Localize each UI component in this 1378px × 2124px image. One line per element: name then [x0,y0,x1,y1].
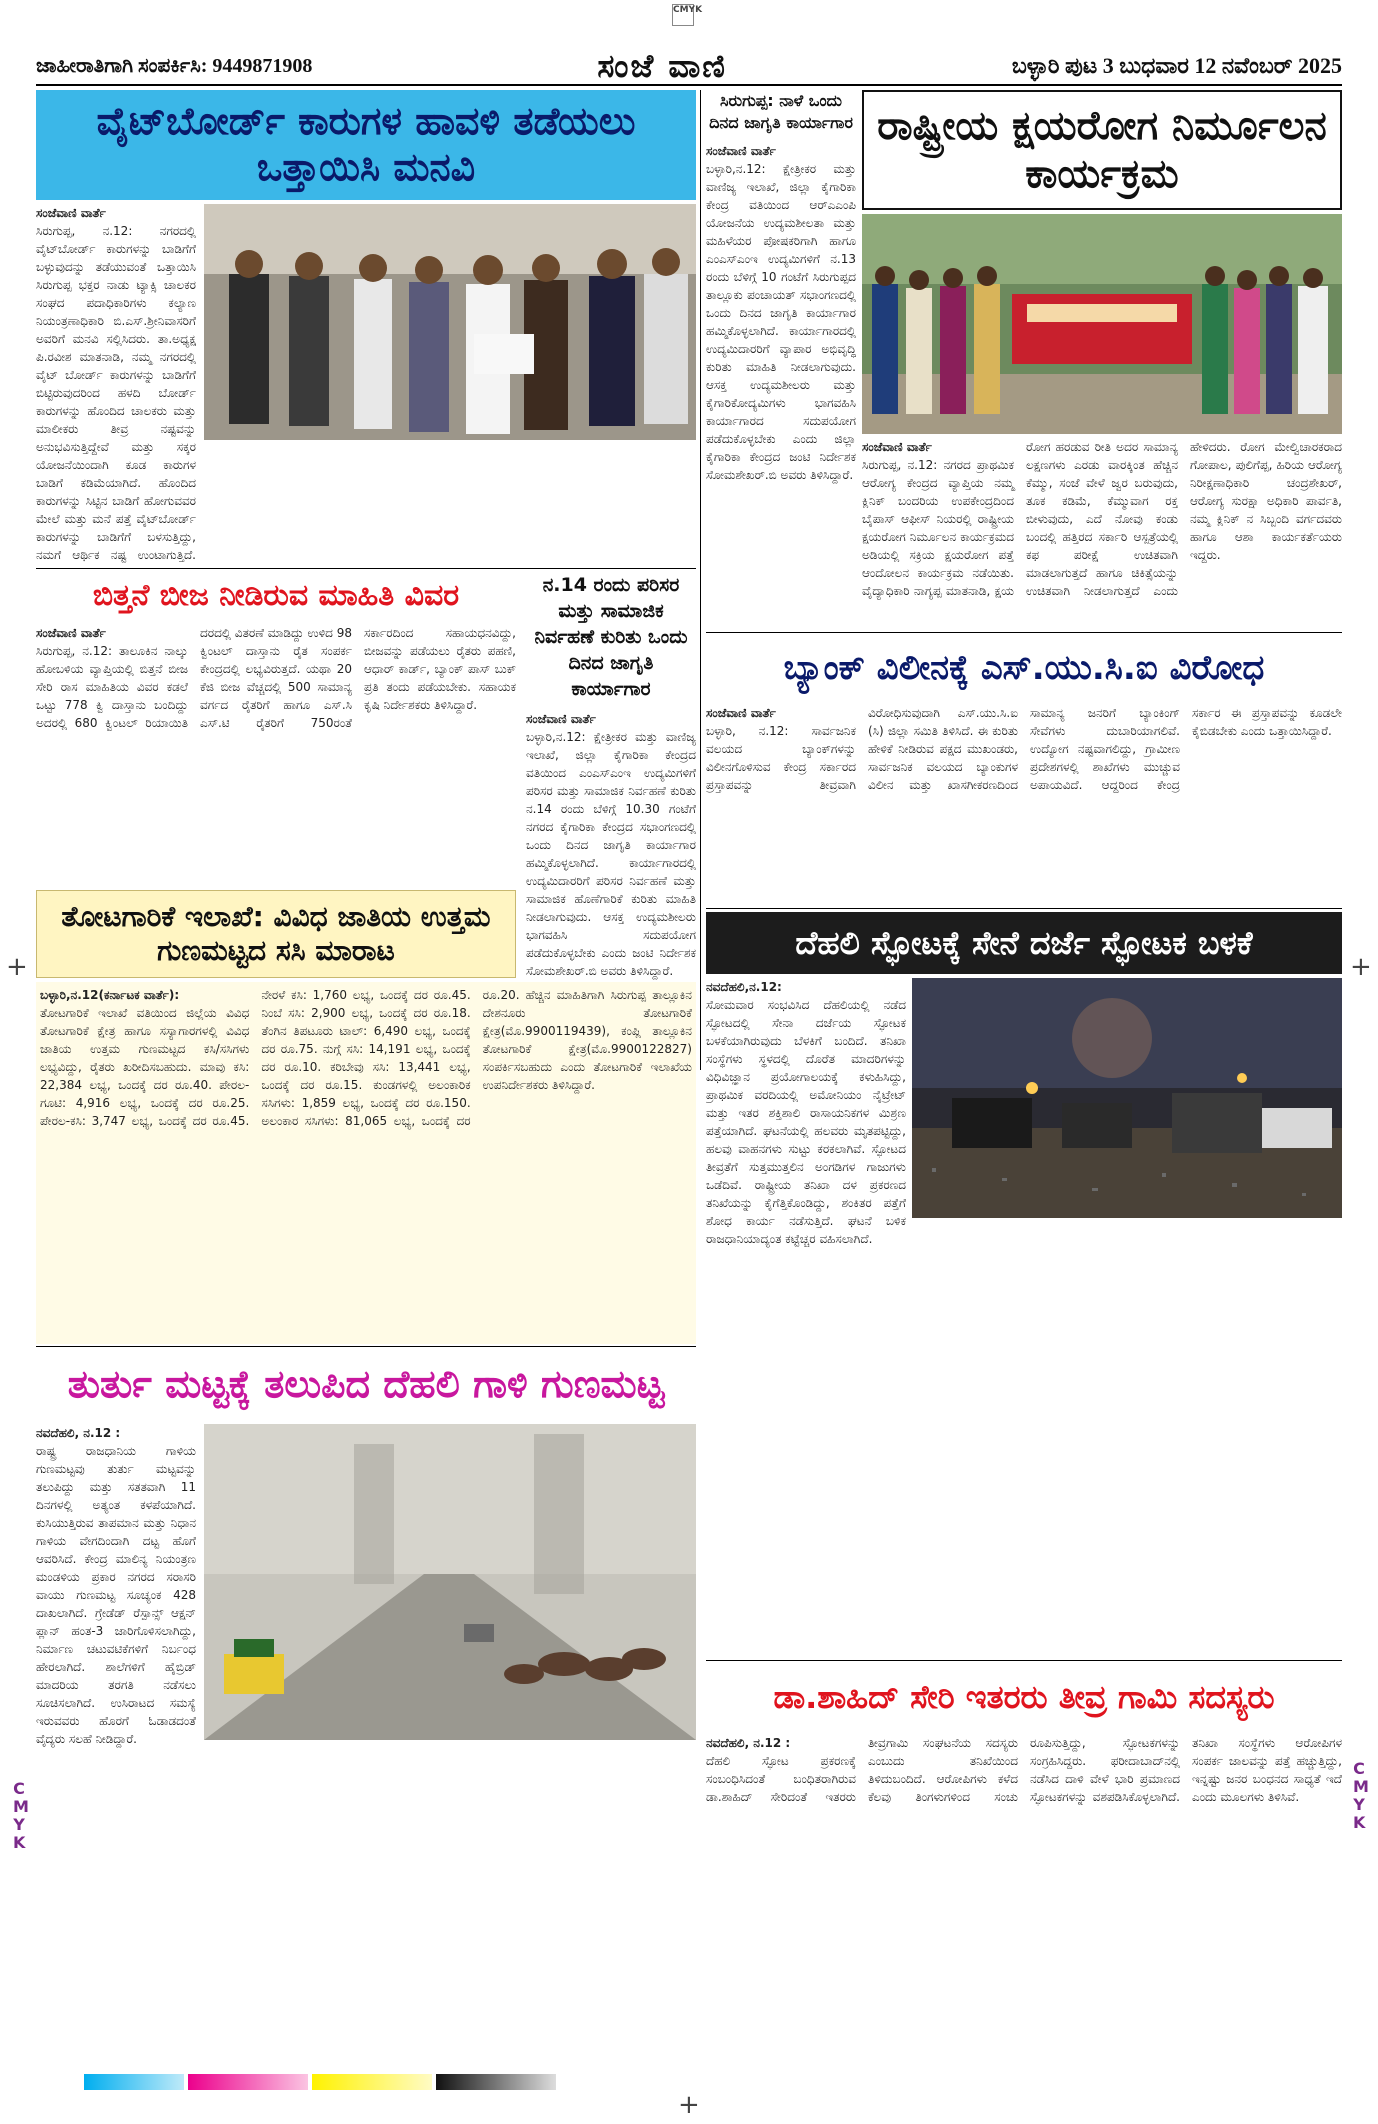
section-divider [706,1660,1342,1661]
blast-byline: ನವದೆಹಲಿ,ನ.12: [706,980,782,994]
air-body-right [204,1744,696,2064]
whiteboard-byline: ಸಂಜೆವಾಣಿ ವಾರ್ತೆ [36,206,106,220]
workshop-text: ಬಳ್ಳಾರಿ,ನ.12: ಕ್ಷೇತ್ರೀಕರ ಮತ್ತು ವಾಣಿಜ್ಯ ಇಲಾಖೆ, ಜಿಲ್ಲಾ ಕೈಗಾರಿಕಾ ಕೇಂದ್ರದ ವತಿಯಿಂದ ಎಂಎಸ್‌ಎಂಇ ಉದ್ಯಮಿಗಳಿಗೆ ಪರಿಸರ ಮತ್ತು ಸಾಮಾಜಿಕ ನಿರ್ವಹಣೆ ಕುರಿತು ನ.14 ರಂದು ಬೆಳಿಗ್ಗೆ 10.30 ಗಂಟೆಗೆ ನಗರದ ಕೈಗಾರಿಕಾ ಕೇಂದ್ರದ ಸಭಾಂಗಣದಲ್ಲಿ ಒಂದು ದಿನದ ಜಾಗೃತಿ ಕಾರ್ಯಾಗಾರ ಹಮ್ಮಿಕೊಳ್ಳಲಾಗಿದೆ. ಕಾರ್ಯಾಗಾರದಲ್ಲಿ ಉದ್ಯಮಿದಾರರಿಗೆ ಪರಿಸರ ನಿರ್ವಹಣೆ ಮತ್ತು ಸಾಮಾಜಿಕ ಹೊಣೆಗಾರಿಕೆ ಕುರಿತು ಮಾಹಿತಿ ನೀಡಲಾಗುವುದು. ಆಸಕ್ತ ಉದ್ಯಮಶೀಲರು ಭಾಗವಹಿಸಿ ಸದುಪಯೋಗ ಪಡೆದುಕೊಳ್ಳಬೇಕು ಎಂದು ಜಂಟಿ ನಿರ್ದೇಶಕ ಸೋಮಶೇಖರ್.ಬಿ ಅವರು ತಿಳಿಸಿದ್ದಾರೆ. [526,730,696,978]
awareness-camp-text: ಬಳ್ಳಾರಿ,ನ.12: ಕ್ಷೇತ್ರೀಕರ ಮತ್ತು ವಾಣಿಜ್ಯ ಇಲಾಖೆ, ಜಿಲ್ಲಾ ಕೈಗಾರಿಕಾ ಕೇಂದ್ರ ವತಿಯಿಂದ ಆರ್‌ಎಎಂಪಿ ಯೋಜನೆಯ ಉದ್ಯಮಶೀಲತಾ ಮತ್ತು ಮಹಿಳೆಯರ ಪೋಷಕರಿಗಾಗಿ ಹಾಗೂ ಎಂಎಸ್‌ಎಂಇ ಉದ್ಯಮಿಗಳಿಗೆ ನ.13 ರಂದು ಬೆಳಿಗ್ಗೆ 10 ಗಂಟೆಗೆ ಸಿರುಗುಪ್ಪದ ತಾಲ್ಲೂಕು ಪಂಚಾಯತ್ ಸಭಾಂಗಣದಲ್ಲಿ ಒಂದು ದಿನದ ಜಾಗೃತಿ ಕಾರ್ಯಾಗಾರ ಹಮ್ಮಿಕೊಳ್ಳಲಾಗಿದೆ. ಕಾರ್ಯಾಗಾರದಲ್ಲಿ ಉದ್ಯಮಿದಾರರಿಗೆ ವ್ಯಾಪಾರ ಅಭಿವೃದ್ಧಿ ಕುರಿತು ಮಾಹಿತಿ ನೀಡಲಾಗುವುದು. ಆಸಕ್ತ ಉದ್ಯಮಶೀಲರು ಮತ್ತು ಕೈಗಾರಿಕೋದ್ಯಮಿಗಳು ಭಾಗವಹಿಸಿ ಕಾರ್ಯಾಗಾರದ ಸದುಪಯೋಗ ಪಡೆದುಕೊಳ್ಳಬೇಕು ಎಂದು ಜಿಲ್ಲಾ ಕೈಗಾರಿಕಾ ಕೇಂದ್ರದ ಜಂಟಿ ನಿರ್ದೇಶಕ ಸೋಮಶೇಖರ್.ಬಿ ಅವರು ತಿಳಿಸಿದ್ದಾರೆ. [706,162,856,482]
blast-photo-image [912,978,1342,1218]
awareness-camp-headline: ಸಿರುಗುಪ್ಪ: ನಾಳೆ ಒಂದು ದಿನದ ಜಾಗೃತಿ ಕಾರ್ಯಾಗಾರ [709,91,853,132]
whiteboard-text: ಸಿರುಗುಪ್ಪ, ನ.12: ನಗರದಲ್ಲಿ ವೈಟ್‌ಬೋರ್ಡ್ ಕಾರುಗಳನ್ನು ಬಾಡಿಗೆಗೆ ಬಳ್ಳುವುದನ್ನು ತಡೆಯುವಂತೆ ಒತ್ತಾಯಿಸಿ ಸಿರುಗುಪ್ಪ ಭಕ್ತರ ನಾಡು ಟ್ಯಾಕ್ಸಿ ಚಾಲಕರ ಸಂಘದ ಪದಾಧಿಕಾರಿಗಳು ಕಲ್ಯಾಣ ನಿಯಂತ್ರಣಾಧಿಕಾರಿ ಬಿ.ಎಸ್.ಶ್ರೀನಿವಾಸರಿಗೆ ಅವರಿಗೆ ಮನವಿ ಸಲ್ಲಿಸಿದರು. ತಾ.ಅಧ್ಯಕ್ಷ ಪಿ.ರವೀಶ ಮಾತನಾಡಿ, ನಮ್ಮ ನಗರದಲ್ಲಿ ವೈಟ್ ಬೋರ್ಡ್ ಕಾರುಗಳನ್ನು ಬಾಡಿಗೆಗೆ ಬಿಟ್ಟಿರುವುದರಿಂದ ಹಳದಿ ಬೋರ್ಡ್ ಕಾರುಗಳನ್ನು ಹೊಂದಿದ ಚಾಲಕರು ಮತ್ತು ಮಾಲೀಕರು ತೀವ್ರ ನಷ್ಟವನ್ನು ಅನುಭವಿಸುತ್ತಿದ್ದೇವೆ ಮತ್ತು ಸಕ್ಕರ ಯೋಜನೆಯಿಂದಾಗಿ ಕೂಡ ಕಾರುಗಳ ಬಾಡಿಗೆ ಕಡಿಮೆಯಾಗಿದೆ. ಹೊಂದಿದ ಕಾರುಗಳನ್ನು ಸಿಟ್ಟಿನ ಬಾಡಿಗೆ ಹೋಗುವವರ ಮೇಲೆ ಮತ್ತು ಮನೆ ಪತ್ತೆ ವೈಟ್‌ಬೋರ್ಡ್ ಕಾರುಗಳನ್ನು ಬಾಡಿಗೆಗೆ ಬಳಸುತ್ತಿದ್ದು, ನಮಗೆ ಆರ್ಥಿಕ ನಷ್ಟ ಉಂಟಾಗುತ್ತಿದೆ. [36,224,196,562]
date-line: ಬಳ್ಳಾರಿ ಪುಟ 3 ಬುಧವಾರ 12 ನವೆಂಬರ್ 2025 [1011,53,1342,78]
horticulture-text: ತೋಟಗಾರಿಕೆ ಇಲಾಖೆ ವತಿಯಿಂದ ಜಿಲ್ಲೆಯ ವಿವಿಧ ತೋಟಗಾರಿಕೆ ಕ್ಷೇತ್ರ ಹಾಗೂ ಸಸ್ಯಾಗಾರಗಳಲ್ಲಿ ವಿವಿಧ ಜಾತಿಯ ಉತ್ತಮ ಗುಣಮಟ್ಟದ ಕಸಿ/ಸಸಿಗಳು ಲಭ್ಯವಿದ್ದು, ರೈತರು ಖರೀದಿಸಬಹುದು. ಮಾವು ಕಸಿ: 22,384 ಲಭ್ಯ, ಒಂದಕ್ಕೆ ದರ ರೂ.40. ಪೇರಲ-ಗೂಟಿ: 4,916 ಲಭ್ಯ, ಒಂದಕ್ಕೆ ದರ ರೂ.25. ಪೇರಲ-ಕಸಿ: 3,747 ಲಭ್ಯ, ಒಂದಕ್ಕೆ ದರ ರೂ.45. ನೇರಳೆ ಕಸಿ: 1,760 ಲಭ್ಯ, ಒಂದಕ್ಕೆ ದರ ರೂ.45. ನಿಂಬೆ ಸಸಿ: 2,900 ಲಭ್ಯ, ಒಂದಕ್ಕೆ ದರ ರೂ.18. ತೆಂಗಿನ ತಿಪಟೂರು ಟಾಲ್: 6,490 ಲಭ್ಯ, ಒಂದಕ್ಕೆ ದರ ರೂ.75. ನುಗ್ಗೆ ಸಸಿ: 14,191 ಲಭ್ಯ, ಒಂದಕ್ಕೆ ದರ ರೂ.10. ಕರಿಬೇವು ಸಸಿ: 13,441 ಲಭ್ಯ, ಒಂದಕ್ಕೆ ದರ ರೂ.15. ಕುಂಡಗಳಲ್ಲಿ ಅಲಂಕಾರಿಕ ಸಸಿಗಳು: 1,859 ಲಭ್ಯ, ಒಂದಕ್ಕೆ ದರ ರೂ.150. ಅಲಂಕಾರ ಸಸಿಗಳು: 81,065 ಲಭ್ಯ, ಒಂದಕ್ಕೆ ದರ ರೂ.20. ಹೆಚ್ಚಿನ ಮಾಹಿತಿಗಾಗಿ ಸಿರುಗುಪ್ಪ ತಾಲ್ಲೂಕಿನ ದೇಶನೂರು ತೋಟಗಾರಿಕೆ ಕ್ಷೇತ್ರ(ಮೊ.9900119439), ಕಂಪ್ಲಿ ತಾಲ್ಲೂಕಿನ ತೋಟಗಾರಿಕೆ ಕ್ಷೇತ್ರ(ಮೊ.9900122827) ಸಂಪರ್ಕಿಸಬಹುದು ಎಂದು ತೋಟಗಾರಿಕೆ ಇಲಾಖೆಯ ಉಪನಿರ್ದೇಶಕರು ತಿಳಿಸಿದ್ದಾರೆ. [40,988,692,1128]
awareness-camp-byline: ಸಂಜೆವಾಣಿ ವಾರ್ತೆ [706,144,776,158]
yellow-bar [312,2074,432,2090]
bank-body [706,704,1342,904]
seed-headline [36,572,516,620]
tb-headline-text: ರಾಷ್ಟ್ರೀಯ ಕ್ಷಯರೋಗ ನಿರ್ಮೂಲನ ಕಾರ್ಯಕ್ರಮ [877,103,1327,197]
section-divider [36,568,696,569]
horticulture-byline: ಬಳ್ಳಾರಿ,ನ.12(ಕರ್ನಾಟಕ ವಾರ್ತೆ): [40,988,180,1002]
crop-mark-bottom: + [678,2090,700,2120]
air-photo-image [204,1424,696,1740]
whiteboard-headline [36,90,696,200]
blast-photo [912,978,1342,1218]
tb-body [862,438,1342,628]
awareness-camp-body [706,142,856,632]
air-text: ರಾಷ್ಟ್ರ ರಾಜಧಾನಿಯ ಗಾಳಿಯ ಗುಣಮಟ್ಟವು ತುರ್ತು ಮಟ್ಟವನ್ನು ತಲುಪಿದ್ದು ಮತ್ತು ಸತತವಾಗಿ 11 ದಿನಗಳಲ್ಲಿ ಅತ್ಯಂತ ಕಳಪೆಯಾಗಿದೆ. ಕುಸಿಯುತ್ತಿರುವ ತಾಪಮಾನ ಮತ್ತು ನಿಧಾನ ಗಾಳಿಯ ವೇಗದಿಂದಾಗಿ ದಟ್ಟ ಹೊಗೆ ಆವರಿಸಿದೆ. ಕೇಂದ್ರ ಮಾಲಿನ್ಯ ನಿಯಂತ್ರಣ ಮಂಡಳಿಯ ಪ್ರಕಾರ ನಗರದ ಸರಾಸರಿ ವಾಯು ಗುಣಮಟ್ಟ ಸೂಚ್ಯಂಕ 428 ದಾಖಲಾಗಿದೆ. ಗ್ರೇಡೆಡ್ ರೆಸ್ಪಾನ್ಸ್ ಆಕ್ಷನ್ ಪ್ಲಾನ್ ಹಂತ-3 ಜಾರಿಗೊಳಿಸಲಾಗಿದ್ದು, ನಿರ್ಮಾಣ ಚಟುವಟಿಕೆಗಳಿಗೆ ನಿರ್ಬಂಧ ಹೇರಲಾಗಿದೆ. ಶಾಲೆಗಳಿಗೆ ಹೈಬ್ರಿಡ್ ಮಾದರಿಯ ತರಗತಿ ನಡೆಸಲು ಸೂಚಿಸಲಾಗಿದೆ. ಉಸಿರಾಟದ ಸಮಸ್ಯೆ ಇರುವವರು ಹೊರಗೆ ಓಡಾಡದಂತೆ ವೈದ್ಯರು ಸಲಹೆ ನೀಡಿದ್ದಾರೆ. [36,1444,196,1746]
bank-headline-text: ಬ್ಯಾಂಕ್ ವಿಲೀನಕ್ಕೆ ಎಸ್.ಯು.ಸಿ.ಐ ವಿರೋಧ [783,647,1265,688]
column-divider [700,90,701,1070]
shahid-headline-text: ಡಾ.ಶಾಹಿದ್ ಸೇರಿ ಇತರರು ತೀವ್ರ ಗಾಮಿ ಸದಸ್ಯರು [773,1677,1275,1716]
blast-body-left [706,978,906,1658]
workshop-byline: ಸಂಜೆವಾಣಿ ವಾರ್ತೆ [526,712,596,726]
bank-headline [706,636,1342,700]
tb-photo-image [862,214,1342,434]
blast-headline [706,912,1342,974]
tb-photo [862,214,1342,434]
seed-text: ಸಿರುಗುಪ್ಪ, ನ.12: ತಾಲೂಕಿನ ನಾಲ್ಕು ಹೋಬಳಿಯ ವ್ಯಾಪ್ತಿಯಲ್ಲಿ ಬಿತ್ತನೆ ಬೀಜ ಸೇರಿ ರಾಸ ಮಾಹಿತಿಯ ವಿವರ ಕಡಲೆ ಒಟ್ಟು 778 ಕ್ವಿ ದಾಸ್ತಾನು ಬಂದಿದ್ದು ಅದರಲ್ಲಿ 680 ಕ್ವಿಂಟಲ್ ರಿಯಾಯಿತಿ ದರದಲ್ಲಿ ವಿತರಣೆ ಮಾಡಿದ್ದು ಉಳಿದ 98 ಕ್ವಿಂಟಲ್ ದಾಸ್ತಾನು ರೈತ ಸಂಪರ್ಕ ಕೇಂದ್ರದಲ್ಲಿ ಲಭ್ಯವಿರುತ್ತದೆ. ಯಥಾ 20 ಕೆಜಿ ಬೀಜ ವೆಚ್ಚದಲ್ಲಿ 500 ಸಾಮಾನ್ಯ ವರ್ಗದ ರೈತರಿಗೆ ಹಾಗೂ ಎಸ್.ಸಿ ಎಸ್.ಟಿ ರೈತರಿಗೆ 750ರಂತೆ ಸರ್ಕಾರದಿಂದ ಸಹಾಯಧನವಿದ್ದು, ಬೀಜವನ್ನು ಪಡೆಯಲು ರೈತರು ಪಹಣಿ, ಆಧಾರ್ ಕಾರ್ಡ್, ಬ್ಯಾಂಕ್ ಪಾಸ್ ಬುಕ್ ಪ್ರತಿ ತಂದು ಪಡೆಯಬೇಕು. ಸಹಾಯಕ ಕೃಷಿ ನಿರ್ದೇಶಕರು ತಿಳಿಸಿದ್ದಾರೆ. [36,626,516,730]
bank-byline: ಸಂಜೆವಾಣಿ ವಾರ್ತೆ [706,706,776,720]
crop-mark-right: + [1350,952,1372,982]
whiteboard-body-right [204,444,696,564]
magenta-bar [188,2074,308,2090]
whiteboard-headline-text: ವೈಟ್‌ಬೋರ್ಡ್ ಕಾರುಗಳ ಹಾವಳಿ ತಡೆಯಲು ಒತ್ತಾಯಿಸಿ ಮನವಿ [96,99,636,189]
section-divider [706,632,1342,633]
masthead [36,48,1342,86]
left-cmyk-text: CMYK [13,1779,29,1852]
right-cmyk-text: CMYK [1353,1759,1369,1832]
section-divider [36,1346,696,1347]
shahid-headline [706,1664,1342,1730]
seed-headline-text: ಬಿತ್ತನೆ ಬೀಜ ನೀಡಿರುವ ಮಾಹಿತಿ ವಿವರ [92,578,460,613]
ad-contact: ಜಾಹೀರಾತಿಗಾಗಿ ಸಂಪರ್ಕಿಸಿ: 9449871908 [36,54,313,77]
shahid-body [706,1734,1342,2064]
horticulture-body [36,982,696,1344]
color-calibration-strip [84,2074,624,2090]
whiteboard-photo-image [204,204,696,440]
whiteboard-body-left [36,204,196,564]
whiteboard-photo [204,204,696,440]
horticulture-headline-text: ತೋಟಗಾರಿಕೆ ಇಲಾಖೆ: ವಿವಿಧ ಜಾತಿಯ ಉತ್ತಮ ಗುಣಮಟ್ಟದ ಸಸಿ ಮಾರಾಟ [61,900,491,967]
left-cmyk-mark [8,1780,30,1852]
black-bar [436,2074,556,2090]
air-headline-text: ತುರ್ತು ಮಟ್ಟಕ್ಕೆ ತಲುಪಿದ ದೆಹಲಿ ಗಾಳಿ ಗುಣಮಟ್ಟ [67,1362,665,1407]
cmyk-registration-mark: CMYK [672,4,694,26]
crop-mark-left: + [6,952,28,982]
section-divider [706,908,1342,909]
cyan-bar [84,2074,184,2090]
air-byline: ನವದೆಹಲಿ, ನ.12 : [36,1426,121,1440]
tb-text: ಸಿರುಗುಪ್ಪ, ನ.12: ನಗರದ ಪ್ರಾಥಮಿಕ ಆರೋಗ್ಯ ಕೇಂದ್ರದ ವ್ಯಾಪ್ತಿಯ ನಮ್ಮ ಕ್ಲಿನಿಕ್ ಬಂದರಿಯ ಉಪಕೇಂದ್ರದಿಂದ ಬೈಪಾಸ್ ಆಫೀಸ್ ನಿಯರಲ್ಲಿ ರಾಷ್ಟ್ರೀಯ ಕ್ಷಯರೋಗ ನಿರ್ಮೂಲನ ಕಾರ್ಯಕ್ರಮದ ಅಡಿಯಲ್ಲಿ ಸಕ್ರಿಯ ಕ್ಷಯರೋಗ ಪತ್ತೆ ಆಂದೋಲನ ಕಾರ್ಯಕ್ರಮ ನಡೆಯಿತು. ವೈದ್ಯಾಧಿಕಾರಿ ನಾಗ್ಯಪ್ಪ ಮಾತನಾಡಿ, ಕ್ಷಯ ರೋಗ ಹರಡುವ ರೀತಿ ಅದರ ಸಾಮಾನ್ಯ ಲಕ್ಷಣಗಳು ಎರಡು ವಾರಕ್ಕಿಂತ ಹೆಚ್ಚಿನ ಕೆಮ್ಮು, ಸಂಜೆ ವೇಳೆ ಜ್ವರ ಬರುವುದು, ತೂಕ ಕಡಿಮೆ, ಕೆಮ್ಮುವಾಗ ರಕ್ತ ಬೀಳುವುದು, ಎದೆ ನೋವು ಕಂಡು ಬಂದಲ್ಲಿ ಹತ್ತಿರದ ಸರ್ಕಾರಿ ಆಸ್ಪತ್ರೆಯಲ್ಲಿ ಕಫ ಪರೀಕ್ಷೆ ಉಚಿತವಾಗಿ ಮಾಡಲಾಗುತ್ತದೆ ಹಾಗೂ ಚಿಕಿತ್ಸೆಯನ್ನು ಉಚಿತವಾಗಿ ನೀಡಲಾಗುತ್ತದೆ ಎಂದು ಹೇಳಿದರು. ರೋಗ ಮೇಲ್ವಿಚಾರಕರಾದ ಗೋಪಾಲ, ಪುಲಿಗೆಪ್ಪ, ಹಿರಿಯ ಆರೋಗ್ಯ ನಿರೀಕ್ಷಣಾಧಿಕಾರಿ ಚಂದ್ರಶೇಖರ್, ಆರೋಗ್ಯ ಸುರಕ್ಷಾ ಅಧಿಕಾರಿ ಪಾರ್ವತಿ, ನಮ್ಮ ಕ್ಲಿನಿಕ್ ನ ಸಿಬ್ಬಂದಿ ವರ್ಗದವರು ಹಾಗೂ ಆಶಾ ಕಾರ್ಯಕರ್ತೆಯರು ಇದ್ದರು. [862,440,1342,598]
horticulture-headline [36,890,516,978]
air-body-left [36,1424,196,2064]
tb-headline [862,90,1342,210]
awareness-camp-article [706,90,856,650]
blast-headline-text: ದೆಹಲಿ ಸ್ಫೋಟಕ್ಕೆ ಸೇನೆ ದರ್ಜೆ ಸ್ಫೋಟಕ ಬಳಕೆ [795,923,1253,962]
seed-body [36,624,516,886]
bank-text: ಬಳ್ಳಾರಿ, ನ.12: ಸಾರ್ವಜನಿಕ ವಲಯದ ಬ್ಯಾಂಕ್‌ಗಳನ್ನು ವಿಲೀನಗೊಳಿಸುವ ಕೇಂದ್ರ ಸರ್ಕಾರದ ಪ್ರಸ್ತಾಪವನ್ನು ತೀವ್ರವಾಗಿ ವಿರೋಧಿಸುವುದಾಗಿ ಎಸ್.ಯು.ಸಿ.ಐ (ಸಿ) ಜಿಲ್ಲಾ ಸಮಿತಿ ತಿಳಿಸಿದೆ. ಈ ಕುರಿತು ಹೇಳಿಕೆ ನೀಡಿರುವ ಪಕ್ಷದ ಮುಖಂಡರು, ಸಾರ್ವಜನಿಕ ವಲಯದ ಬ್ಯಾಂಕುಗಳ ವಿಲೀನ ಮತ್ತು ಖಾಸಗೀಕರಣದಿಂದ ಸಾಮಾನ್ಯ ಜನರಿಗೆ ಬ್ಯಾಂಕಿಂಗ್ ಸೇವೆಗಳು ದುಬಾರಿಯಾಗಲಿವೆ. ಉದ್ಯೋಗ ನಷ್ಟವಾಗಲಿದ್ದು, ಗ್ರಾಮೀಣ ಪ್ರದೇಶಗಳಲ್ಲಿ ಶಾಖೆಗಳು ಮುಚ್ಚುವ ಅಪಾಯವಿದೆ. ಆದ್ದರಿಂದ ಕೇಂದ್ರ ಸರ್ಕಾರ ಈ ಪ್ರಸ್ತಾಪವನ್ನು ಕೂಡಲೇ ಕೈಬಿಡಬೇಕು ಎಂದು ಒತ್ತಾಯಿಸಿದ್ದಾರೆ. [706,706,1342,792]
air-photo [204,1424,696,1740]
tb-byline: ಸಂಜೆವಾಣಿ ವಾರ್ತೆ [862,440,932,454]
workshop-headline: ನ.14 ರಂದು ಪರಿಸರ ಮತ್ತು ಸಾಮಾಜಿಕ ನಿರ್ವಹಣೆ ಕುರಿತು ಒಂದು ದಿನದ ಜಾಗೃತಿ ಕಾರ್ಯಾಗಾರ [534,574,688,700]
right-cmyk-mark [1348,1760,1370,1832]
blast-body-right [912,1222,1342,1658]
paper-name: ಸಂಜೆ ವಾಣಿ [597,46,727,85]
seed-byline: ಸಂಜೆವಾಣಿ ವಾರ್ತೆ [36,626,106,640]
blast-text: ಸೋಮವಾರ ಸಂಭವಿಸಿದ ದೆಹಲಿಯಲ್ಲಿ ನಡೆದ ಸ್ಫೋಟದಲ್ಲಿ ಸೇನಾ ದರ್ಜೆಯ ಸ್ಫೋಟಕ ಬಳಕೆಯಾಗಿರುವುದು ಬೆಳಕಿಗೆ ಬಂದಿದೆ. ತನಿಖಾ ಸಂಸ್ಥೆಗಳು ಸ್ಥಳದಲ್ಲಿ ದೊರೆತ ಮಾದರಿಗಳನ್ನು ವಿಧಿವಿಜ್ಞಾನ ಪ್ರಯೋಗಾಲಯಕ್ಕೆ ಕಳುಹಿಸಿದ್ದು, ಪ್ರಾಥಮಿಕ ವರದಿಯಲ್ಲಿ ಅಮೋನಿಯಂ ನೈಟ್ರೇಟ್ ಮತ್ತು ಇತರ ಶಕ್ತಿಶಾಲಿ ರಾಸಾಯನಿಕಗಳ ಮಿಶ್ರಣ ಪತ್ತೆಯಾಗಿದೆ. ಘಟನೆಯಲ್ಲಿ ಹಲವರು ಮೃತಪಟ್ಟಿದ್ದು, ಹಲವು ವಾಹನಗಳು ಸುಟ್ಟು ಕರಕಲಾಗಿವೆ. ಸ್ಫೋಟದ ತೀವ್ರತೆಗೆ ಸುತ್ತಮುತ್ತಲಿನ ಅಂಗಡಿಗಳ ಗಾಜುಗಳು ಒಡೆದಿವೆ. ರಾಷ್ಟ್ರೀಯ ತನಿಖಾ ದಳ ಪ್ರಕರಣದ ತನಿಖೆಯನ್ನು ಕೈಗೆತ್ತಿಕೊಂಡಿದ್ದು, ಶಂಕಿತರ ಪತ್ತೆಗೆ ಶೋಧ ಕಾರ್ಯ ನಡೆಸುತ್ತಿದೆ. ಘಟನೆ ಬಳಿಕ ರಾಜಧಾನಿಯಾದ್ಯಂತ ಕಟ್ಟೆಚ್ಚರ ವಹಿಸಲಾಗಿದೆ. [706,998,906,1246]
air-headline [36,1350,696,1420]
shahid-text: ದೆಹಲಿ ಸ್ಫೋಟ ಪ್ರಕರಣಕ್ಕೆ ಸಂಬಂಧಿಸಿದಂತೆ ಬಂಧಿತರಾಗಿರುವ ಡಾ.ಶಾಹಿದ್ ಸೇರಿದಂತೆ ಇತರರು ತೀವ್ರಗಾಮಿ ಸಂಘಟನೆಯ ಸದಸ್ಯರು ಎಂಬುದು ತನಿಖೆಯಿಂದ ತಿಳಿದುಬಂದಿದೆ. ಆರೋಪಿಗಳು ಕಳೆದ ಕೆಲವು ತಿಂಗಳುಗಳಿಂದ ಸಂಚು ರೂಪಿಸುತ್ತಿದ್ದು, ಸ್ಫೋಟಕಗಳನ್ನು ಸಂಗ್ರಹಿಸಿದ್ದರು. ಫರೀದಾಬಾದ್‌ನಲ್ಲಿ ನಡೆಸಿದ ದಾಳಿ ವೇಳೆ ಭಾರಿ ಪ್ರಮಾಣದ ಸ್ಫೋಟಕಗಳನ್ನು ವಶಪಡಿಸಿಕೊಳ್ಳಲಾಗಿದೆ. ತನಿಖಾ ಸಂಸ್ಥೆಗಳು ಆರೋಪಿಗಳ ಸಂಪರ್ಕ ಜಾಲವನ್ನು ಪತ್ತೆ ಹಚ್ಚುತ್ತಿದ್ದು, ಇನ್ನಷ್ಟು ಜನರ ಬಂಧನದ ಸಾಧ್ಯತೆ ಇದೆ ಎಂದು ಮೂಲಗಳು ತಿಳಿಸಿವೆ. [706,1736,1342,1804]
shahid-byline: ನವದೆಹಲಿ, ನ.12 : [706,1736,791,1750]
